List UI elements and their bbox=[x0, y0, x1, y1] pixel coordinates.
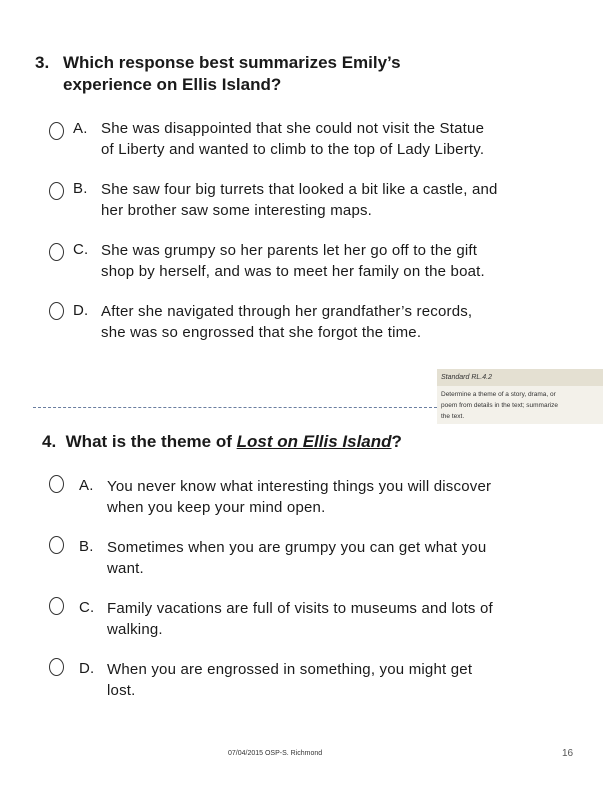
q3-option-b-text bbox=[101, 179, 498, 221]
q4-option-c-text bbox=[107, 598, 493, 640]
footer-credit: 07/04/2015 OSP-S. Richmond bbox=[228, 750, 323, 757]
q4-option-d-line-1: When you are engrossed in something, you might get bbox=[107, 661, 473, 678]
q4-option-d-radio[interactable] bbox=[49, 658, 64, 676]
q3-option-c-letter: C. bbox=[73, 241, 89, 258]
standard-line-1: Determine a theme of a story, drama, or bbox=[441, 391, 556, 398]
q3-option-a-line-2: of Liberty and wanted to climb to the top of Lady Liberty. bbox=[101, 141, 485, 158]
q3-option-c-line-2: shop by herself, and was to meet her family on the boat. bbox=[101, 263, 485, 280]
q3-option-b-radio[interactable] bbox=[49, 182, 64, 200]
q3-option-d-text bbox=[101, 301, 472, 343]
q3-option-b-letter: B. bbox=[73, 180, 88, 197]
q4-option-a-line-1: You never know what interesting things you will discover bbox=[107, 478, 492, 495]
q4-option-b-line-1: Sometimes when you are grumpy you can get what you bbox=[107, 539, 487, 556]
q3-option-c-line-1: She was grumpy so her parents let her go off to the gift bbox=[101, 242, 478, 259]
question-3-number: 3. bbox=[35, 53, 50, 72]
standard-description bbox=[441, 389, 601, 422]
question-4-prefix: What is the theme of bbox=[65, 432, 237, 451]
q4-option-b-radio[interactable] bbox=[49, 536, 64, 554]
q4-option-c-letter: C. bbox=[79, 599, 95, 616]
q4-option-a-radio[interactable] bbox=[49, 475, 64, 493]
question-4-title bbox=[42, 432, 402, 452]
standard-box bbox=[437, 369, 603, 424]
question-4-number: 4. bbox=[42, 432, 57, 451]
page-number: 16 bbox=[562, 748, 574, 759]
question-3-text bbox=[63, 52, 401, 96]
q4-option-c-line-1: Family vacations are full of visits to museums and lots of bbox=[107, 600, 493, 617]
q3-option-c-radio[interactable] bbox=[49, 243, 64, 261]
q3-option-a-radio[interactable] bbox=[49, 122, 64, 140]
q3-option-c-text bbox=[101, 240, 485, 282]
q4-option-d-line-2: lost. bbox=[107, 682, 136, 699]
standard-line-3: the text. bbox=[441, 413, 465, 420]
question-3-line-2: experience on Ellis Island? bbox=[63, 75, 282, 94]
q4-option-d-text bbox=[107, 659, 472, 701]
question-3-line-1: Which response best summarizes Emily’s bbox=[63, 53, 401, 72]
section-divider bbox=[33, 407, 437, 408]
q4-option-b-line-2: want. bbox=[107, 560, 144, 577]
q3-option-b-line-1: She saw four big turrets that looked a bit like a castle, and bbox=[101, 181, 498, 198]
q4-option-a-letter: A. bbox=[79, 477, 94, 494]
q4-option-b-letter: B. bbox=[79, 538, 94, 555]
q4-option-c-radio[interactable] bbox=[49, 597, 64, 615]
q3-option-b-line-2: her brother saw some interesting maps. bbox=[101, 202, 373, 219]
q3-option-a-line-1: She was disappointed that she could not visit the Statue bbox=[101, 120, 485, 137]
q4-option-a-text bbox=[107, 476, 491, 518]
q4-option-d-letter: D. bbox=[79, 660, 95, 677]
q4-option-a-line-2: when you keep your mind open. bbox=[107, 499, 326, 516]
standard-line-2: poem from details in the text; summarize bbox=[441, 402, 559, 409]
q4-option-c-line-2: walking. bbox=[107, 621, 163, 638]
question-4-suffix: ? bbox=[391, 432, 402, 451]
q3-option-d-line-1: After she navigated through her grandfather’s records, bbox=[101, 303, 473, 320]
q3-option-a-text bbox=[101, 118, 484, 160]
standard-heading: Standard RL.4.2 bbox=[437, 369, 603, 386]
q3-option-d-radio[interactable] bbox=[49, 302, 64, 320]
q3-option-d-line-2: she was so engrossed that she forgot the time. bbox=[101, 324, 422, 341]
q3-option-a-letter: A. bbox=[73, 120, 88, 137]
q4-option-b-text bbox=[107, 537, 486, 579]
q3-option-d-letter: D. bbox=[73, 302, 89, 319]
question-4-story-title: Lost on Ellis Island bbox=[236, 432, 392, 451]
